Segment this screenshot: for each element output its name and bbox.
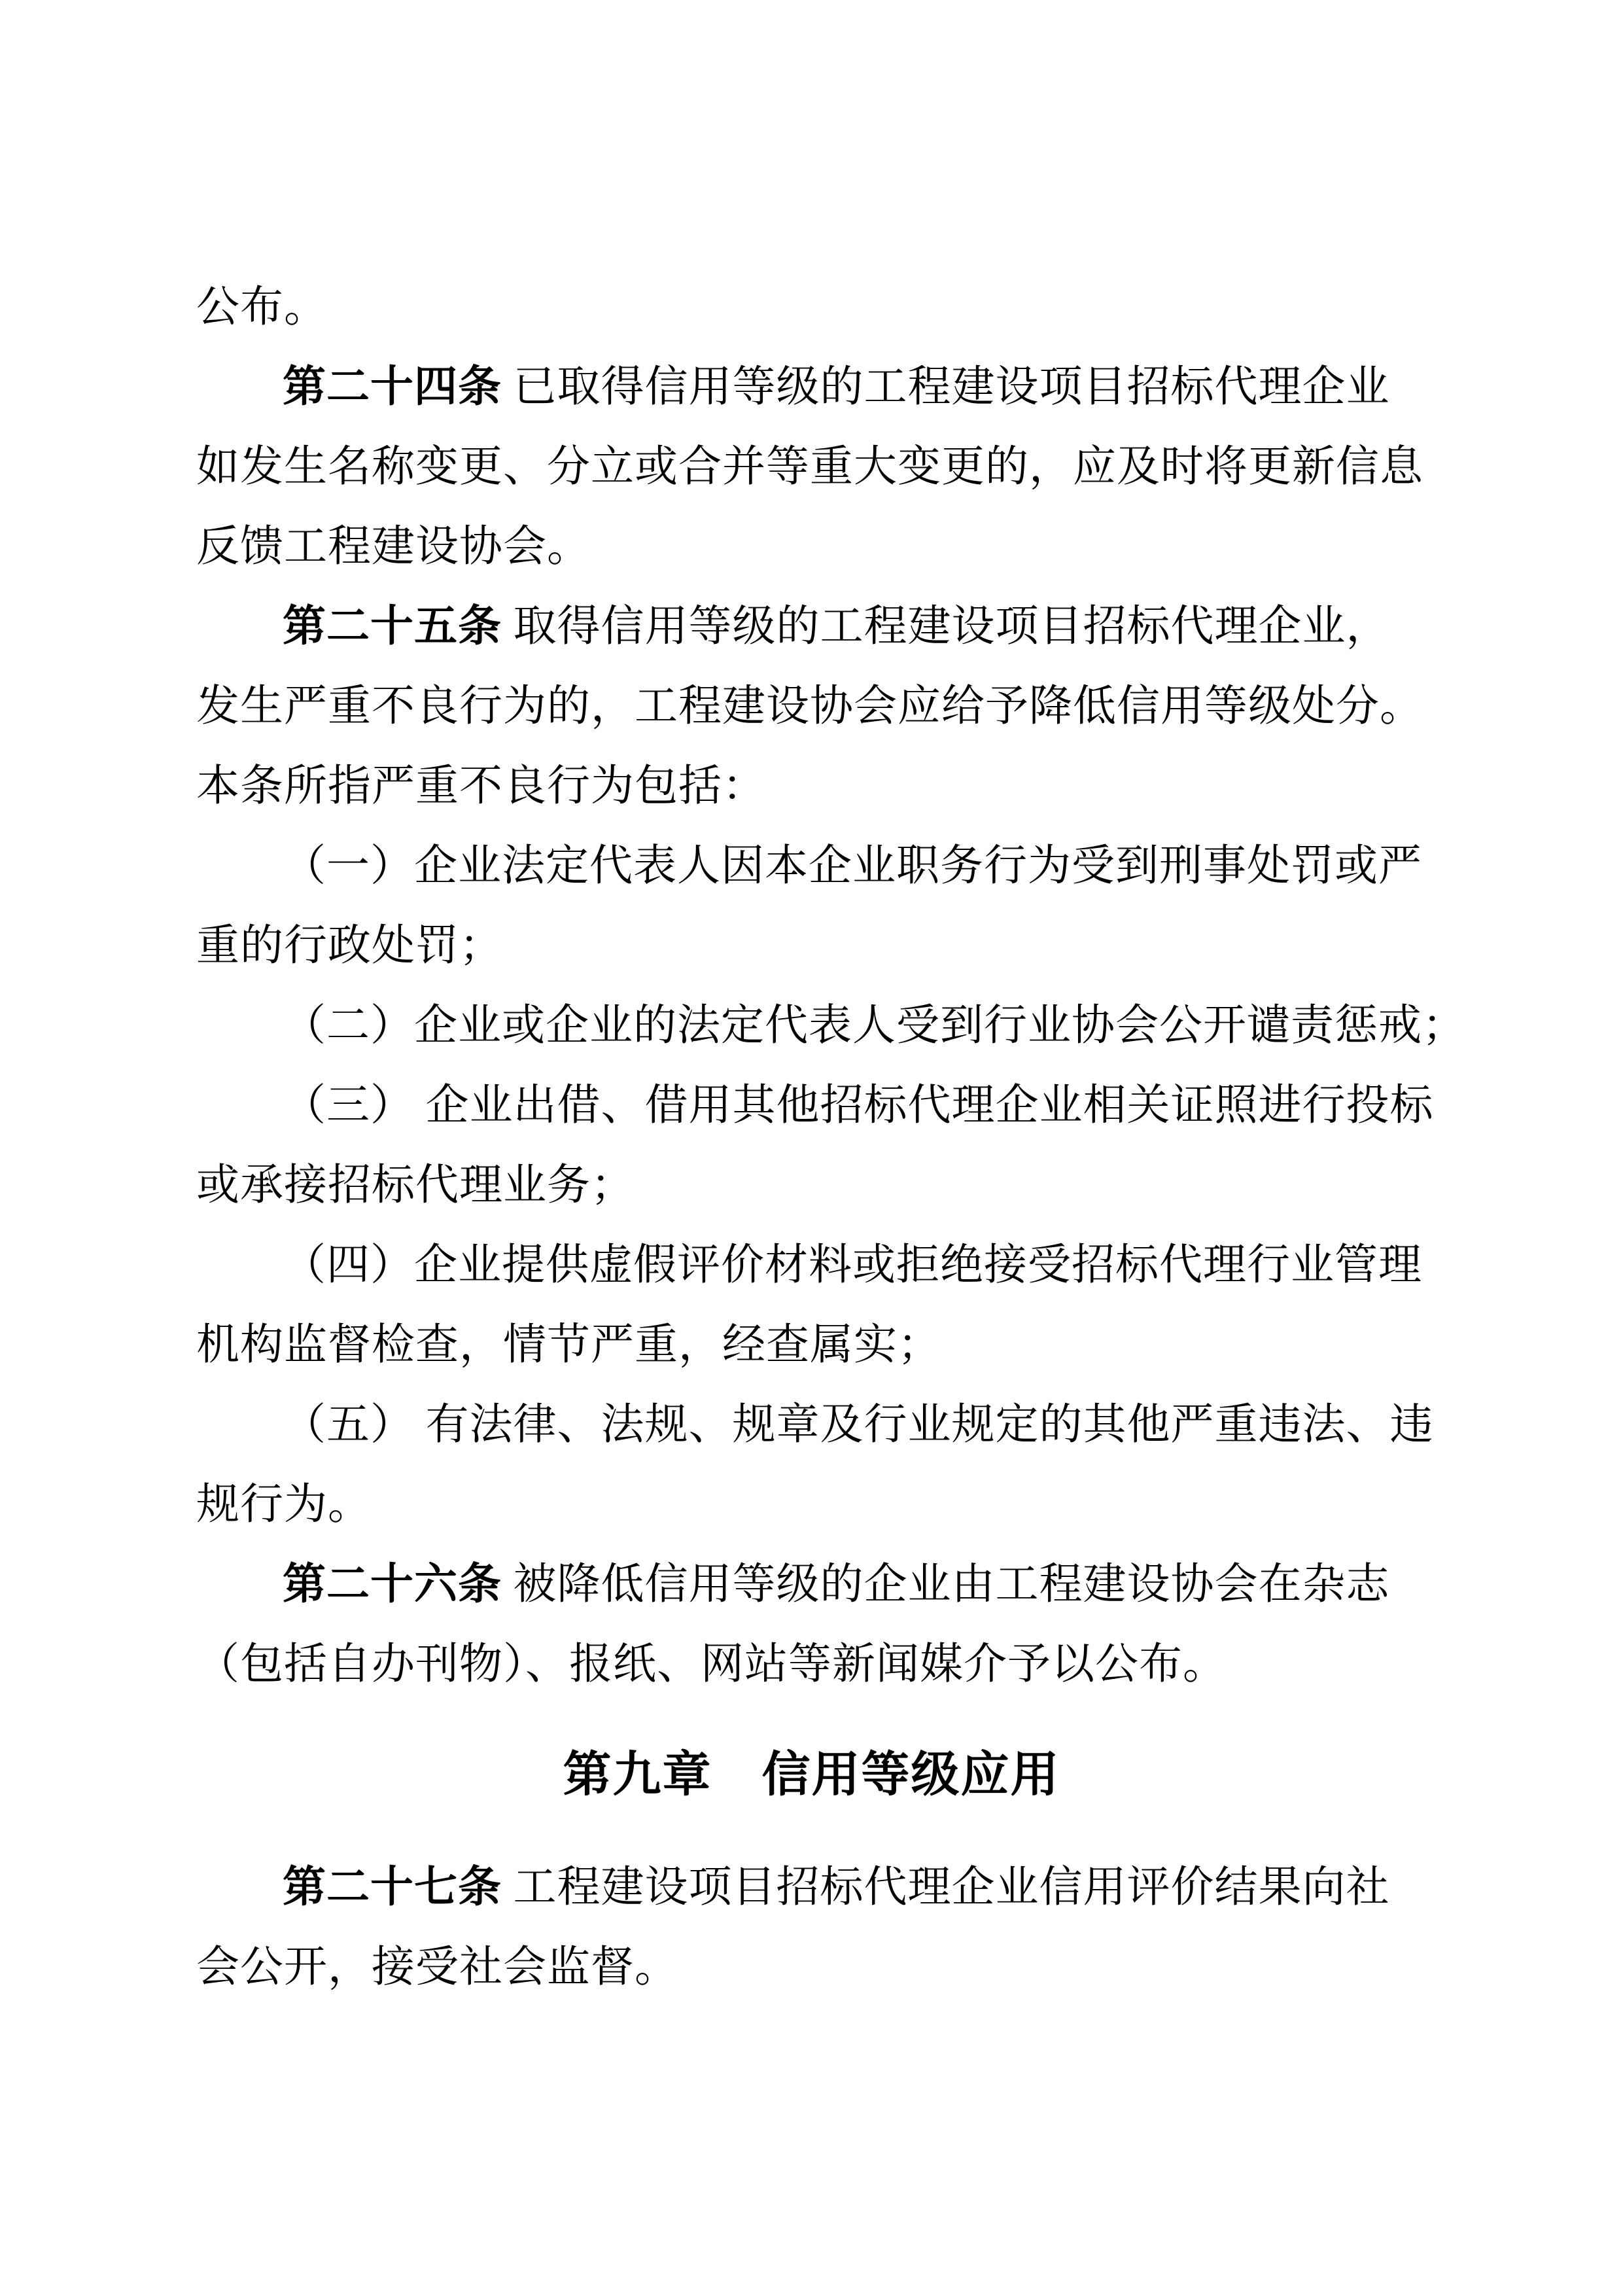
- text-line: 规行为。: [196, 1481, 372, 1528]
- text-line: 重的行政处罚；: [196, 922, 503, 970]
- text-line: 第二十四条 已取得信用等级的工程建设项目招标代理企业: [283, 363, 1390, 411]
- text-line: 反馈工程建设协会。: [196, 523, 591, 571]
- text-line: 第二十七条 工程建设项目招标代理企业信用评价结果向社: [283, 1863, 1390, 1911]
- chapter-heading-text: 第九章 信用等级应用: [563, 1747, 1060, 1801]
- text-line: 机构监督检查，情节严重，经查属实；: [196, 1321, 941, 1369]
- text-line: 第二十六条 被降低信用等级的企业由工程建设协会在杂志: [283, 1561, 1390, 1608]
- text-line: 第二十五条 取得信用等级的工程建设项目招标代理企业，: [283, 603, 1390, 650]
- text-line: 或承接招标代理业务；: [196, 1161, 635, 1209]
- text-line: （五） 有法律、法规、规章及行业规定的其他严重违法、违: [283, 1401, 1434, 1449]
- text-line: 公布。: [196, 283, 328, 331]
- article-number: 第二十四条: [283, 363, 502, 411]
- text-line: （二）企业或企业的法定代表人受到行业协会公开谴责惩戒；: [283, 1002, 1466, 1050]
- text-line: 本条所指严重不良行为包括：: [196, 762, 766, 810]
- text-line: 如发生名称变更、分立或合并等重大变更的，应及时将更新信息: [196, 443, 1423, 491]
- text-line: （包括自办刊物）、报纸、网站等新闻媒介予以公布。: [196, 1640, 1227, 1688]
- chapter-heading: [196, 1735, 1427, 1814]
- article-number: 第二十七条: [283, 1863, 502, 1911]
- text-line: 会公开，接受社会监督。: [196, 1943, 678, 1991]
- text-line: （三） 企业出借、借用其他招标代理企业相关证照进行投标: [283, 1082, 1434, 1129]
- text-line: 发生严重不良行为的，工程建设协会应给予降低信用等级处分。: [196, 682, 1423, 730]
- article-number: 第二十五条: [283, 603, 502, 650]
- text-line: （一）企业法定代表人因本企业职务行为受到刑事处罚或严: [283, 842, 1422, 890]
- article-number: 第二十六条: [283, 1561, 502, 1608]
- text-line: （四）企业提供虚假评价材料或拒绝接受招标代理行业管理: [283, 1241, 1422, 1289]
- body-text-after-heading: [0, 1848, 1623, 2007]
